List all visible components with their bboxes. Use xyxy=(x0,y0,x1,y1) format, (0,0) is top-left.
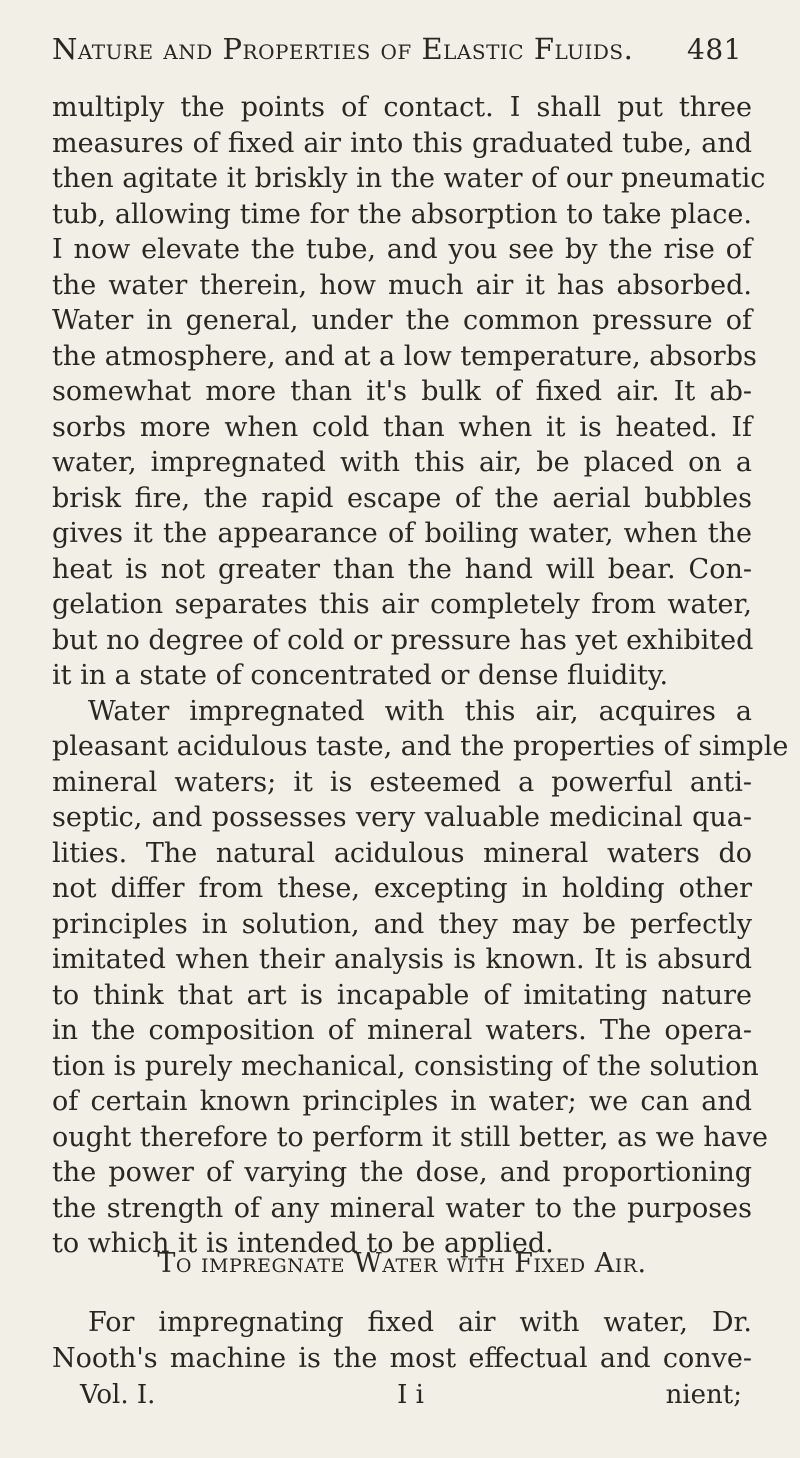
section-heading: To impregnate Water with Fixed Air. xyxy=(157,1248,647,1279)
text-line: tion is purely mechanical, consisting of the solution xyxy=(52,1050,759,1082)
text-line: heat is not greater than the hand will bear. Con- xyxy=(52,553,752,585)
body-text xyxy=(52,90,789,1262)
text-line: in the composition of mineral waters. The opera- xyxy=(52,1015,752,1046)
text-line: multiply the points of contact. I shall put three xyxy=(52,92,752,123)
text-line: sorbs more when cold than when it is heated. If xyxy=(52,411,752,443)
text-line: not differ from these, excepting in holding other xyxy=(52,873,752,904)
text-line: it in a state of concentrated or dense fluidity. xyxy=(52,660,669,691)
text-line: imitated when their analysis is known. It is absurd xyxy=(52,944,752,975)
text-line: then agitate it briskly in the water of our pneumatic xyxy=(52,163,766,194)
paragraph-1 xyxy=(52,90,766,694)
text-line: principles in solution, and they may be perfectly xyxy=(52,908,752,940)
paragraph-3 xyxy=(52,1305,752,1376)
text-line: gives it the appearance of boiling water, when the xyxy=(52,518,752,549)
text-line: of certain known principles in water; we can and xyxy=(52,1086,752,1117)
text-line: Nooth's machine is the most effectual and conve- xyxy=(52,1342,752,1374)
text-line: the water therein, how much air it has absorbed. xyxy=(52,269,752,301)
text-line: but no degree of cold or pressure has yet exhibited xyxy=(52,624,754,656)
running-head: Nature and Properties of Elastic Fluids. xyxy=(52,32,634,66)
text-line: to which it is intended to be applied. xyxy=(52,1228,554,1259)
text-line: the atmosphere, and at a low temperature, absorbs xyxy=(52,340,757,372)
text-line: brisk fire, the rapid escape of the aerial bubbles xyxy=(52,482,752,514)
text-line: to think that art is incapable of imitating nature xyxy=(52,979,752,1011)
text-line: lities. The natural acidulous mineral waters do xyxy=(52,837,752,869)
text-line: septic, and possesses very valuable medicinal qua- xyxy=(52,802,752,833)
signature-mark: I i xyxy=(397,1380,424,1410)
text-line: somewhat more than it's bulk of fixed air. It ab- xyxy=(52,376,752,407)
text-line: the power of varying the dose, and proportioning xyxy=(52,1157,752,1188)
page-header xyxy=(52,32,742,66)
catchword: nient; xyxy=(665,1380,742,1410)
volume-number: Vol. I. xyxy=(80,1380,156,1410)
text-line: For impregnating fixed air with water, Dr. xyxy=(88,1307,752,1338)
text-line: the strength of any mineral water to the purposes xyxy=(52,1192,752,1224)
text-line: water, impregnated with this air, be placed on a xyxy=(52,447,752,478)
text-line: Water impregnated with this air, acquires a xyxy=(88,695,752,727)
text-line: mineral waters; it is esteemed a powerful anti- xyxy=(52,766,752,798)
text-line: tub, allowing time for the absorption to take place. xyxy=(52,198,752,230)
text-line: gelation separates this air completely from water, xyxy=(52,589,752,620)
paragraph-2 xyxy=(52,694,789,1262)
text-line: measures of fixed air into this graduated tube, and xyxy=(52,127,752,159)
text-line: Water in general, under the common pressure of xyxy=(52,305,752,336)
page-number: 481 xyxy=(687,33,742,66)
text-line: ought therefore to perform it still better, as we have xyxy=(52,1121,769,1153)
text-line: I now elevate the tube, and you see by the rise of xyxy=(52,234,752,265)
text-line: pleasant acidulous taste, and the properties of simple xyxy=(52,731,789,762)
page-footer xyxy=(80,1380,742,1410)
